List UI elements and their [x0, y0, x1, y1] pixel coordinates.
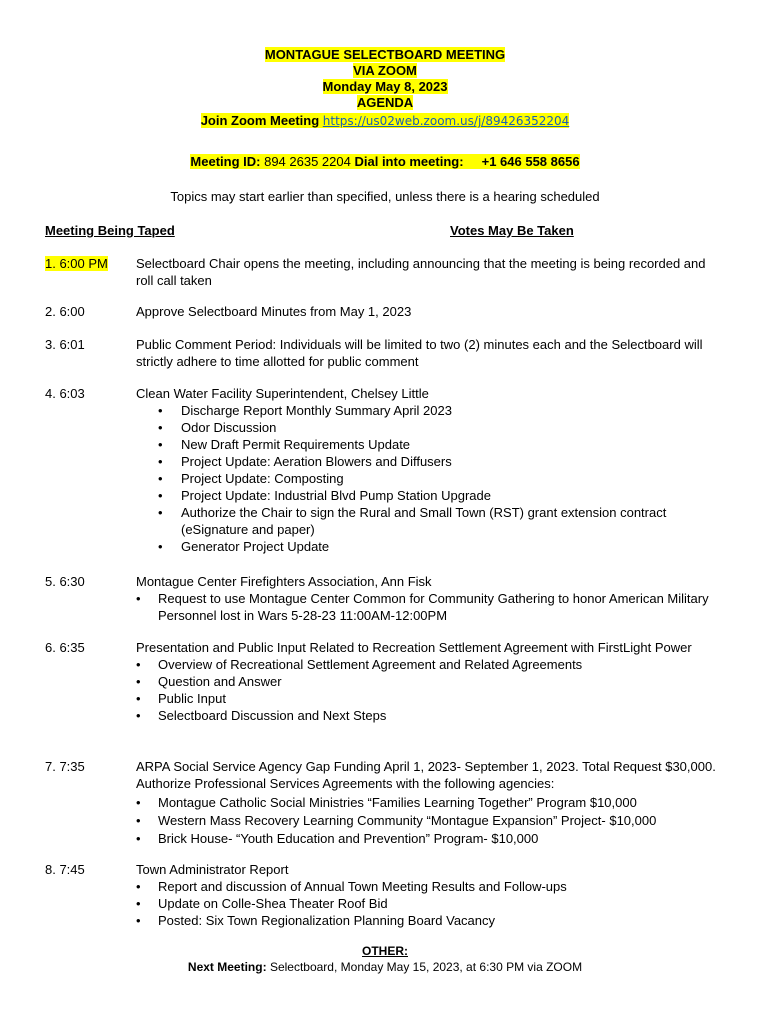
- next-meeting-line: [0, 960, 770, 974]
- list-item: • Discharge Report Monthly Summary April 2023: [136, 402, 726, 419]
- agenda-item-7: [136, 758, 726, 848]
- list-item: • Report and discussion of Annual Town Meeting Results and Follow-ups: [136, 878, 726, 895]
- join-zoom-label: Join Zoom Meeting: [200, 113, 320, 128]
- item-5-number: 5. 6:30: [45, 574, 85, 589]
- list-item: • Project Update: Industrial Blvd Pump Station Upgrade: [136, 487, 726, 504]
- dial-label: Dial into meeting:: [354, 154, 464, 169]
- meeting-date: Monday May 8, 2023: [322, 79, 448, 94]
- list-item: • Public Input: [136, 690, 726, 707]
- meeting-taped-label: Meeting Being Taped: [45, 223, 175, 238]
- meeting-id-line: [0, 154, 770, 169]
- list-item: • New Draft Permit Requirements Update: [136, 436, 726, 453]
- item-6-number: 6. 6:35: [45, 640, 85, 655]
- item-8-bullets: [136, 878, 726, 929]
- item-3-text: Public Comment Period: Individuals will be limited to two (2) minutes each and the Selectboard will strictly adhere to time allotted for public comment: [136, 337, 703, 369]
- list-item: • Selectboard Discussion and Next Steps: [136, 707, 726, 724]
- join-zoom-line: [0, 113, 770, 128]
- list-item: • Odor Discussion: [136, 419, 726, 436]
- agenda-item-2: [136, 303, 726, 320]
- agenda-item-1: [136, 255, 726, 289]
- agenda-item-6: [136, 639, 726, 724]
- item-7-number: 7. 7:35: [45, 759, 85, 774]
- title-line-1: MONTAGUE SELECTBOARD MEETING: [264, 47, 506, 62]
- dial-number: +1 646 558 8656: [481, 154, 580, 169]
- agenda-item-4: [136, 385, 726, 555]
- item-6-bullets: [136, 656, 726, 724]
- agenda-item-8: [136, 861, 726, 929]
- agenda-item-3: [136, 336, 726, 370]
- item-4-number: 4. 6:03: [45, 386, 85, 401]
- next-meeting-text: Selectboard, Monday May 15, 2023, at 6:30 PM via ZOOM: [269, 960, 583, 974]
- list-item: • Project Update: Composting: [136, 470, 726, 487]
- list-item: • Montague Catholic Social Ministries “Families Learning Together” Program $10,000: [136, 794, 726, 812]
- agenda-heading: AGENDA: [356, 95, 414, 110]
- item-4-text: Clean Water Facility Superintendent, Chelsey Little: [136, 386, 429, 401]
- votes-taken-label: Votes May Be Taken: [450, 223, 574, 238]
- topics-note: Topics may start earlier than specified, unless there is a hearing scheduled: [170, 189, 600, 204]
- agenda-item-5: [136, 573, 726, 624]
- list-item: • Western Mass Recovery Learning Community “Montague Expansion” Project- $10,000: [136, 812, 726, 830]
- item-5-text: Montague Center Firefighters Association, Ann Fisk: [136, 574, 432, 589]
- meeting-id-value: 894 2635 2204: [264, 154, 351, 169]
- list-item: • Question and Answer: [136, 673, 726, 690]
- item-5-bullets: [136, 590, 726, 624]
- list-item: • Request to use Montague Center Common for Community Gathering to honor American Military Personnel lost in Wars 5-28-23 11:00AM-12:00PM: [136, 590, 726, 624]
- title-line-2: VIA ZOOM: [353, 63, 417, 78]
- item-1-text: Selectboard Chair opens the meeting, including announcing that the meeting is being recorded and roll call taken: [136, 256, 706, 288]
- item-8-text: Town Administrator Report: [136, 862, 289, 877]
- next-meeting-label: Next Meeting:: [187, 960, 267, 974]
- list-item: • Update on Colle-Shea Theater Roof Bid: [136, 895, 726, 912]
- meeting-id-label: Meeting ID:: [190, 154, 261, 169]
- item-3-number: 3. 6:01: [45, 337, 85, 352]
- list-item: • Brick House- “Youth Education and Prevention” Program- $10,000: [136, 830, 726, 848]
- zoom-link[interactable]: https://us02web.zoom.us/j/89426352204: [322, 114, 570, 128]
- other-heading: OTHER:: [362, 944, 408, 958]
- item-7-bullets: [136, 794, 726, 848]
- list-item: • Posted: Six Town Regionalization Planning Board Vacancy: [136, 912, 726, 929]
- item-6-text: Presentation and Public Input Related to Recreation Settlement Agreement with FirstLight Power: [136, 640, 692, 655]
- item-4-bullets: [136, 402, 726, 555]
- item-1-number: 1. 6:00 PM: [45, 256, 108, 271]
- list-item: • Authorize the Chair to sign the Rural and Small Town (RST) grant extension contract (eSignature and paper): [136, 504, 726, 538]
- list-item: • Overview of Recreational Settlement Agreement and Related Agreements: [136, 656, 726, 673]
- item-2-text: Approve Selectboard Minutes from May 1, 2023: [136, 304, 412, 319]
- list-item: • Project Update: Aeration Blowers and Diffusers: [136, 453, 726, 470]
- item-2-number: 2. 6:00: [45, 304, 85, 319]
- item-7-text: ARPA Social Service Agency Gap Funding April 1, 2023- September 1, 2023. Total Request $30,000. Authorize Professional Services Agreements with the following agencies:: [136, 759, 716, 791]
- list-item: • Generator Project Update: [136, 538, 726, 555]
- item-8-number: 8. 7:45: [45, 862, 85, 877]
